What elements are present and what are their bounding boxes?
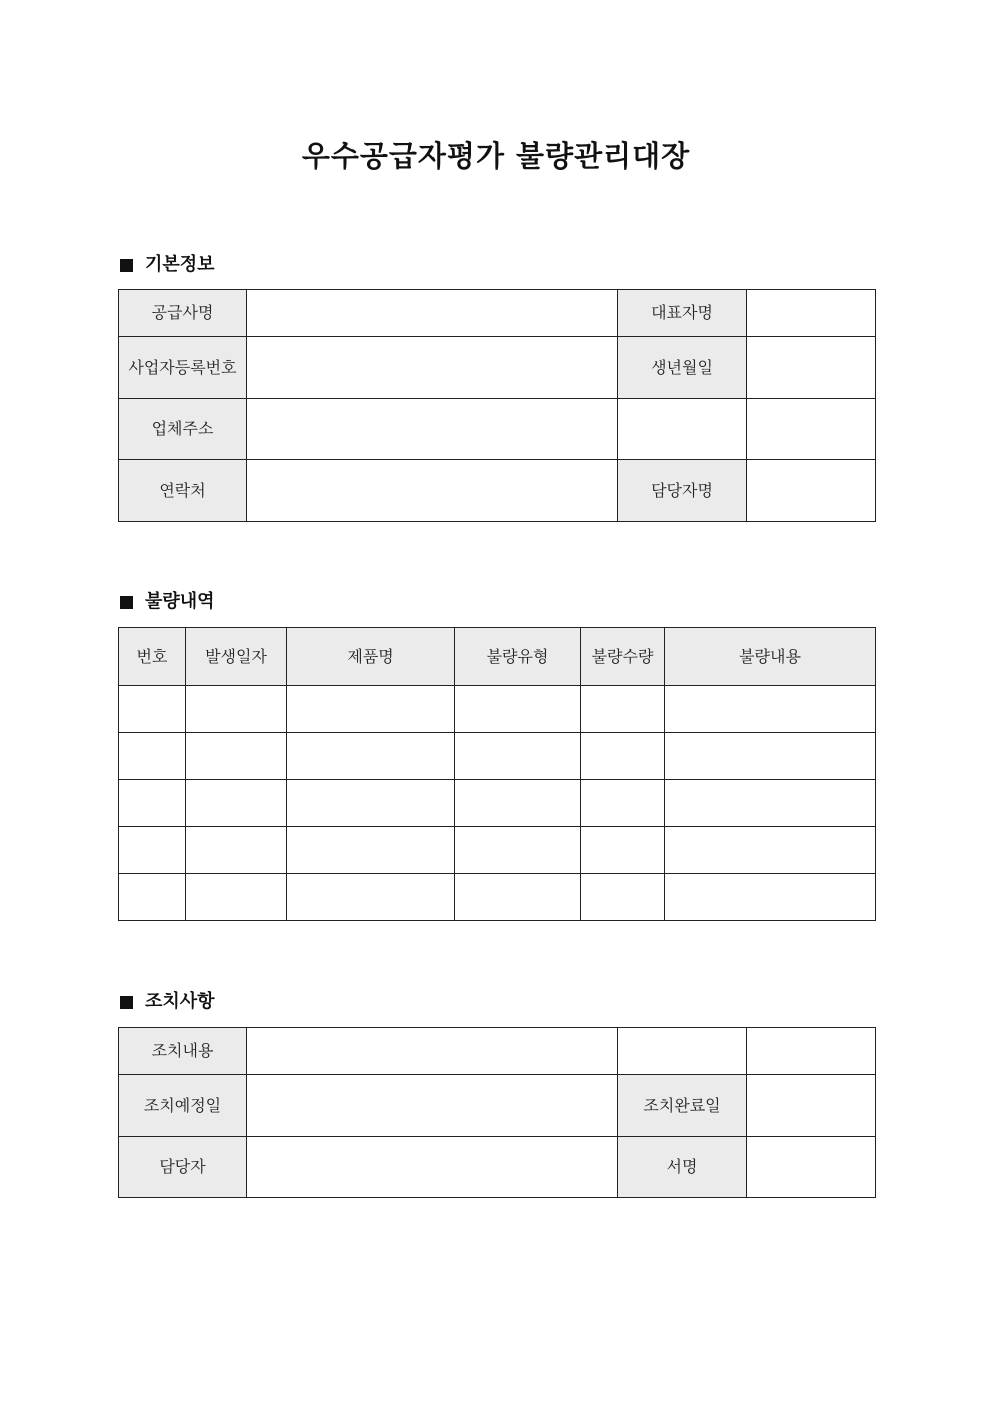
label-signature: 서명: [618, 1137, 747, 1198]
table-cell[interactable]: [455, 733, 581, 780]
table-cell[interactable]: [581, 733, 665, 780]
table-cell[interactable]: [287, 874, 455, 921]
table-cell[interactable]: [665, 780, 876, 827]
basic-info-table: [118, 289, 876, 522]
empty-cell[interactable]: [618, 1028, 747, 1075]
section-heading-defects: [120, 590, 215, 614]
manager-name-field[interactable]: [747, 460, 876, 522]
label-action-completion-date: 조치완료일: [618, 1075, 747, 1137]
column-header-product-name: 제품명: [287, 628, 455, 686]
table-row: [119, 1028, 876, 1075]
section-heading-basic-info: [120, 253, 215, 277]
table-row: [119, 686, 876, 733]
table-cell[interactable]: [186, 874, 287, 921]
table-row: [119, 337, 876, 399]
business-registration-number-field[interactable]: [247, 337, 618, 399]
table-cell[interactable]: [186, 827, 287, 874]
supplier-name-field[interactable]: [247, 290, 618, 337]
contact-field[interactable]: [247, 460, 618, 522]
table-cell[interactable]: [581, 780, 665, 827]
table-row: [119, 399, 876, 460]
table-cell[interactable]: [665, 686, 876, 733]
section-heading-label: 불량내역: [145, 591, 215, 612]
table-cell[interactable]: [287, 827, 455, 874]
label-contact: 연락처: [119, 460, 247, 522]
table-cell[interactable]: [455, 780, 581, 827]
column-header-defect-quantity: 불량수량: [581, 628, 665, 686]
table-cell[interactable]: [186, 686, 287, 733]
planned-action-date-field[interactable]: [247, 1075, 618, 1137]
birth-date-field[interactable]: [747, 337, 876, 399]
label-supplier-name: 공급사명: [119, 290, 247, 337]
label-manager-name: 담당자명: [618, 460, 747, 522]
table-cell[interactable]: [287, 780, 455, 827]
section-heading-actions: [120, 990, 215, 1014]
label-company-address: 업체주소: [119, 399, 247, 460]
table-row: [119, 1137, 876, 1198]
label-planned-action-date: 조치예정일: [119, 1075, 247, 1137]
defects-table: [118, 627, 876, 921]
column-header-occurrence-date: 발생일자: [186, 628, 287, 686]
label-birth-date: 생년월일: [618, 337, 747, 399]
table-row: [119, 874, 876, 921]
label-person-in-charge: 담당자: [119, 1137, 247, 1198]
empty-cell[interactable]: [747, 1028, 876, 1075]
square-bullet-icon: [120, 259, 133, 272]
table-row: [119, 1075, 876, 1137]
column-header-defect-details: 불량내용: [665, 628, 876, 686]
label-representative-name: 대표자명: [618, 290, 747, 337]
column-header-defect-type: 불량유형: [455, 628, 581, 686]
table-cell[interactable]: [186, 733, 287, 780]
table-cell[interactable]: [665, 874, 876, 921]
table-row: [119, 733, 876, 780]
table-cell[interactable]: [119, 874, 186, 921]
label-business-registration-number: 사업자등록번호: [119, 337, 247, 399]
table-cell[interactable]: [119, 733, 186, 780]
table-cell[interactable]: [287, 686, 455, 733]
section-heading-label: 기본정보: [145, 254, 215, 275]
table-row: [119, 827, 876, 874]
action-details-field[interactable]: [247, 1028, 618, 1075]
table-cell[interactable]: [287, 733, 455, 780]
table-row: [119, 780, 876, 827]
representative-name-field[interactable]: [747, 290, 876, 337]
table-cell[interactable]: [455, 874, 581, 921]
document-title: 우수공급자평가 불량관리대장: [301, 139, 691, 173]
table-cell[interactable]: [581, 827, 665, 874]
table-row: [119, 460, 876, 522]
section-heading-label: 조치사항: [145, 991, 215, 1012]
table-cell[interactable]: [581, 686, 665, 733]
empty-cell[interactable]: [618, 399, 747, 460]
table-cell[interactable]: [119, 780, 186, 827]
square-bullet-icon: [120, 596, 133, 609]
table-cell[interactable]: [186, 780, 287, 827]
square-bullet-icon: [120, 996, 133, 1009]
actions-table: [118, 1027, 876, 1198]
table-cell[interactable]: [119, 686, 186, 733]
table-cell[interactable]: [665, 827, 876, 874]
table-cell[interactable]: [665, 733, 876, 780]
table-cell[interactable]: [455, 686, 581, 733]
label-action-details: 조치내용: [119, 1028, 247, 1075]
table-cell[interactable]: [581, 874, 665, 921]
table-cell[interactable]: [119, 827, 186, 874]
table-row: [119, 290, 876, 337]
column-header-number: 번호: [119, 628, 186, 686]
person-in-charge-field[interactable]: [247, 1137, 618, 1198]
empty-cell[interactable]: [747, 399, 876, 460]
signature-field[interactable]: [747, 1137, 876, 1198]
table-cell[interactable]: [455, 827, 581, 874]
table-header-row: [119, 628, 876, 686]
company-address-field[interactable]: [247, 399, 618, 460]
action-completion-date-field[interactable]: [747, 1075, 876, 1137]
